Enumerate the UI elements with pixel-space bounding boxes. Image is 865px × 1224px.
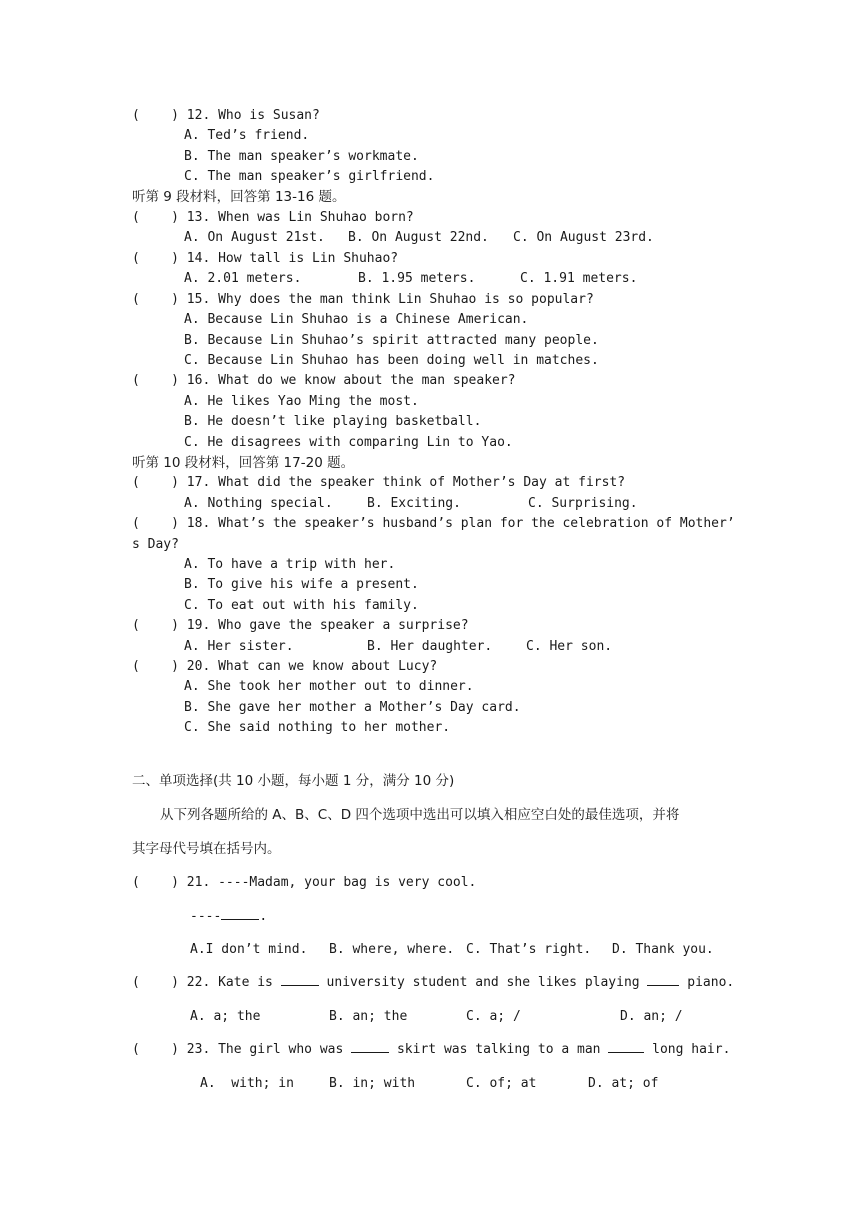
question-17-stem: ( ) 17. What did the speaker think of Mother’s Day at first? — [132, 475, 626, 490]
question-23-blank-1[interactable] — [351, 1040, 389, 1053]
question-21-option-b: B. where, where. — [329, 942, 455, 957]
question-22-blank-2[interactable] — [647, 973, 679, 986]
question-13-stem: ( ) 13. When was Lin Shuhao born? — [132, 210, 414, 225]
question-22-stem-part-3: piano. — [679, 975, 735, 990]
question-21-blank[interactable] — [221, 907, 259, 920]
question-22-blank-1[interactable] — [281, 973, 319, 986]
question-16-stem: ( ) 16. What do we know about the man speaker? — [132, 373, 516, 388]
question-18-stem-continued: s Day? — [132, 537, 179, 552]
question-23-option-d: D. at; of — [588, 1076, 659, 1091]
question-21-option-a: A.I don’t mind. — [190, 942, 308, 957]
question-21-stem: ( ) 21. ----Madam, your bag is very cool. — [132, 875, 477, 890]
passage-10-instruction: 听第 10 段材料，回答第 17-20 题。 — [132, 455, 355, 471]
question-19-stem: ( ) 19. Who gave the speaker a surprise? — [132, 618, 469, 633]
question-15-option-c: C. Because Lin Shuhao has been doing well in matches. — [184, 353, 599, 368]
question-19-option-c: C. Her son. — [526, 639, 613, 654]
question-12-option-c: C. The man speaker’s girlfriend. — [184, 169, 435, 184]
question-12-option-b: B. The man speaker’s workmate. — [184, 149, 419, 164]
question-19-option-a: A. Her sister. — [184, 639, 294, 654]
passage-9-instruction: 听第 9 段材料，回答第 13-16 题。 — [132, 189, 346, 205]
question-23-stem-part-1: ( ) 23. The girl who was — [132, 1042, 352, 1057]
question-17-option-c: C. Surprising. — [528, 496, 638, 511]
question-16-option-c: C. He disagrees with comparing Lin to Yao. — [184, 435, 513, 450]
question-22-option-c: C. a; / — [466, 1009, 521, 1024]
question-18-option-a: A. To have a trip with her. — [184, 557, 396, 572]
question-22-stem — [132, 973, 734, 993]
question-13-option-b: B. On August 22nd. — [348, 230, 489, 245]
question-22-stem-part-1: ( ) 22. Kate is — [132, 975, 281, 990]
question-23-blank-2[interactable] — [608, 1040, 644, 1053]
question-22-option-a: A. a; the — [190, 1009, 261, 1024]
question-18-option-b: B. To give his wife a present. — [184, 577, 419, 592]
question-17-option-a: A. Nothing special. — [184, 496, 333, 511]
question-16-option-b: B. He doesn’t like playing basketball. — [184, 414, 482, 429]
question-23-option-c: C. of; at — [466, 1076, 537, 1091]
section-2-title: 二、单项选择(共 10 小题，每小题 1 分，满分 10 分) — [132, 773, 455, 789]
question-20-option-b: B. She gave her mother a Mother’s Day card. — [184, 700, 521, 715]
question-14-option-a: A. 2.01 meters. — [184, 271, 302, 286]
question-18-stem: ( ) 18. What’s the speaker’s husband’s plan for the celebration of Mother’ — [132, 516, 735, 531]
question-14-option-c: C. 1.91 meters. — [520, 271, 638, 286]
question-21-option-d: D. Thank you. — [612, 942, 714, 957]
section-2-instruction-line-2: 其字母代号填在括号内。 — [132, 841, 281, 857]
question-16-option-a: A. He likes Yao Ming the most. — [184, 394, 419, 409]
question-22-option-d: D. an; / — [620, 1009, 683, 1024]
question-13-option-a: A. On August 21st. — [184, 230, 325, 245]
question-22-option-b: B. an; the — [329, 1009, 408, 1024]
question-21-option-c: C. That’s right. — [466, 942, 592, 957]
question-13-option-c: C. On August 23rd. — [513, 230, 654, 245]
question-22-stem-part-2: university student and she likes playing — [318, 975, 648, 990]
question-20-stem: ( ) 20. What can we know about Lucy? — [132, 659, 438, 674]
question-18-option-c: C. To eat out with his family. — [184, 598, 419, 613]
question-21-reply-dashes: ---- — [190, 909, 222, 924]
question-15-option-b: B. Because Lin Shuhao’s spirit attracted many people. — [184, 333, 599, 348]
question-20-option-a: A. She took her mother out to dinner. — [184, 679, 474, 694]
question-12-stem: ( ) 12. Who is Susan? — [132, 108, 320, 123]
question-14-stem: ( ) 14. How tall is Lin Shuhao? — [132, 251, 399, 266]
question-20-option-c: C. She said nothing to her mother. — [184, 720, 451, 735]
question-17-option-b: B. Exciting. — [367, 496, 461, 511]
question-15-stem: ( ) 15. Why does the man think Lin Shuhao is so popular? — [132, 292, 594, 307]
question-12-option-a: A. Ted’s friend. — [184, 128, 310, 143]
question-14-option-b: B. 1.95 meters. — [358, 271, 476, 286]
question-23-stem-part-3: long hair. — [644, 1042, 731, 1057]
question-23-option-b: B. in; with — [329, 1076, 416, 1091]
question-23-option-a: A. with; in — [200, 1076, 294, 1091]
question-23-stem — [132, 1040, 730, 1060]
section-2-instruction-line-1: 从下列各题所给的 A、B、C、D 四个选项中选出可以填入相应空白处的最佳选项，并将 — [160, 807, 680, 823]
question-21-reply-end: . — [259, 909, 268, 924]
question-23-stem-part-2: skirt was talking to a man — [389, 1042, 609, 1057]
question-15-option-a: A. Because Lin Shuhao is a Chinese American. — [184, 312, 529, 327]
question-19-option-b: B. Her daughter. — [367, 639, 493, 654]
question-21-reply — [190, 907, 267, 927]
